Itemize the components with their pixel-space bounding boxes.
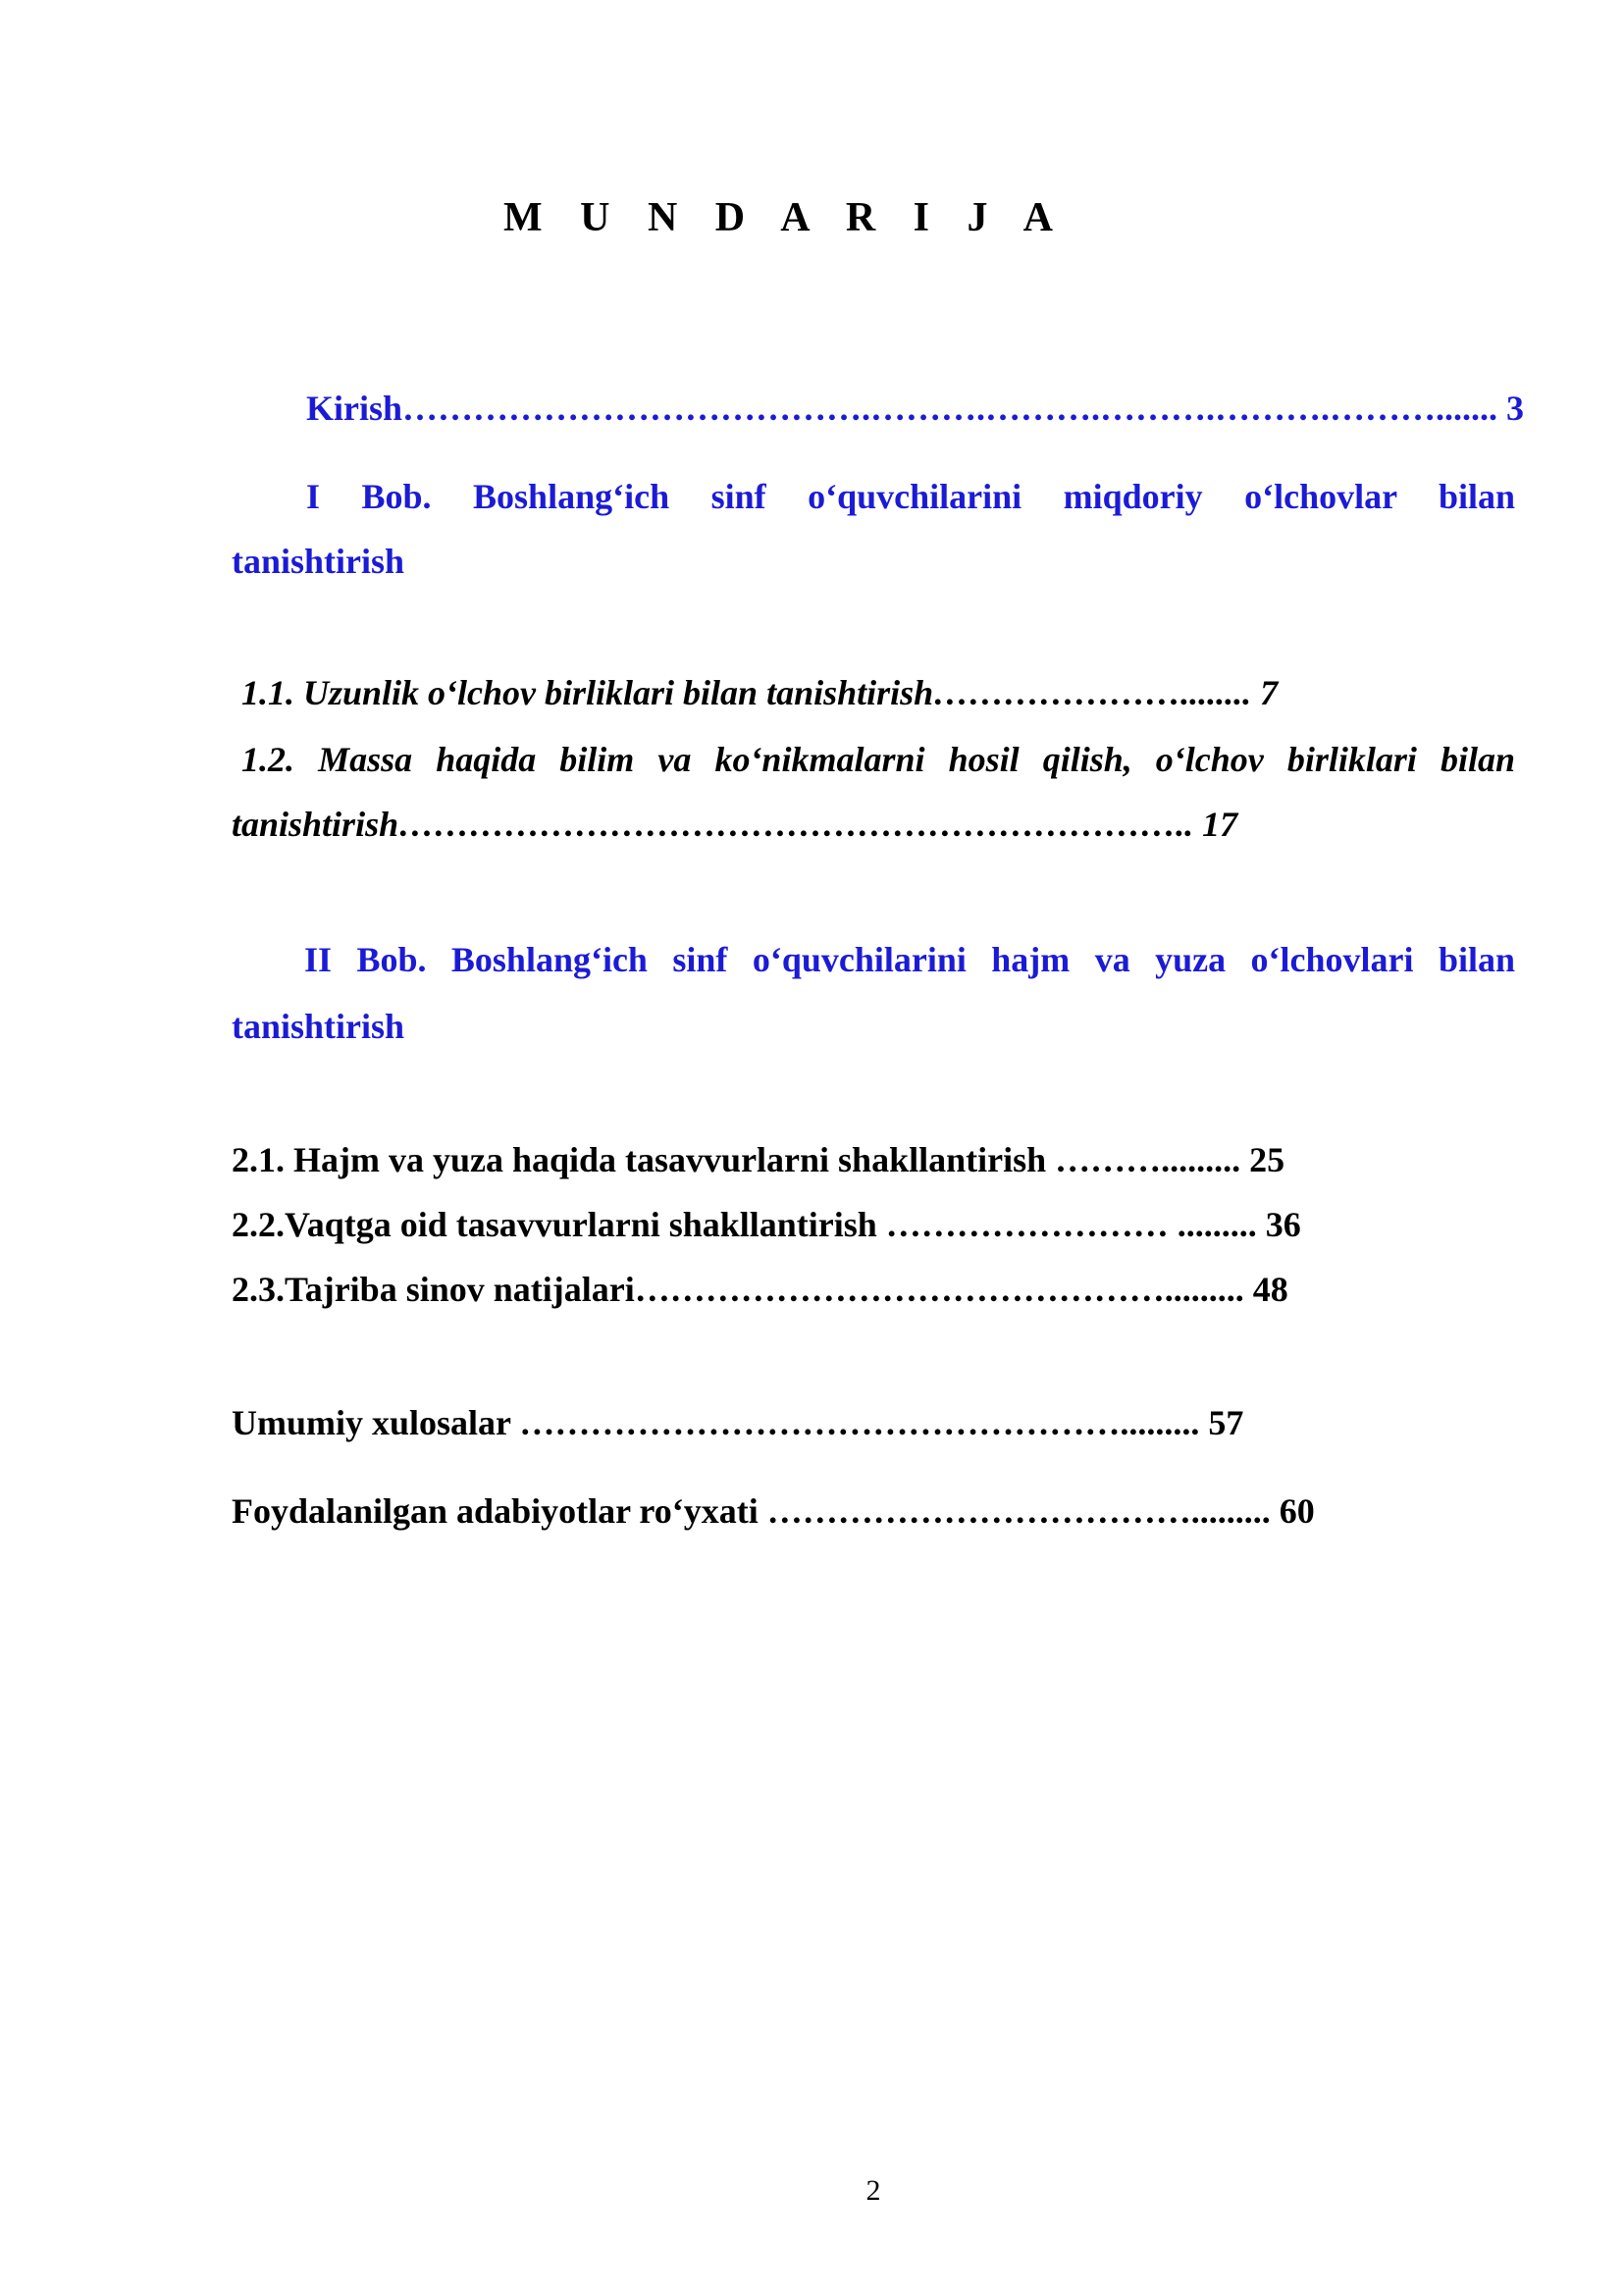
toc-entry-xulosalar: Umumiy xulosalar ……………………………………………......... 57 — [232, 1403, 1244, 1442]
toc-entry-2-1: 2.1. Hajm va yuza haqida tasavvurlarni shakllantirish ………......... 25 — [232, 1140, 1285, 1179]
toc-entry-bob2-line1: II Bob. Boshlang‘ich sinf o‘quvchilarini hajm va yuza o‘lchovlari bilan — [304, 940, 1515, 979]
toc-entry-1-2-line2: tanishtirish………………………………………………………….. 17 — [232, 805, 1238, 844]
toc-entry-bob1-line1: I Bob. Boshlang‘ich sinf o‘quvchilarini miqdoriy o‘lchovlar bilan — [306, 477, 1515, 516]
page-title: M U N D A R I J A — [502, 195, 1068, 240]
toc-entry-1-2-line1: 1.2. Massa haqida bilim va ko‘nikmalarni hosil qilish, o‘lchov birliklari bilan — [241, 740, 1515, 779]
toc-entry-2-3: 2.3.Tajriba sinov natijalari………………………………………......... 48 — [232, 1270, 1288, 1309]
toc-entry-bob2-line2: tanishtirish — [232, 1007, 405, 1046]
toc-entry-adabiyotlar: Foydalanilgan adabiyotlar ro‘yxati ………………………………......... 60 — [232, 1491, 1315, 1531]
toc-entry-1-1: 1.1. Uzunlik o‘lchov birliklari bilan tanishtirish…………………........ 7 — [241, 673, 1279, 712]
toc-entry-bob1-line2: tanishtirish — [232, 542, 405, 581]
toc-entry-2-2: 2.2.Vaqtga oid tasavvurlarni shakllantirish …………………… ......... 36 — [232, 1205, 1301, 1244]
page-number: 2 — [865, 2174, 881, 2207]
toc-entry-kirish: Kirish………………………………….……….……….……….……….………....... 3 — [306, 389, 1525, 428]
